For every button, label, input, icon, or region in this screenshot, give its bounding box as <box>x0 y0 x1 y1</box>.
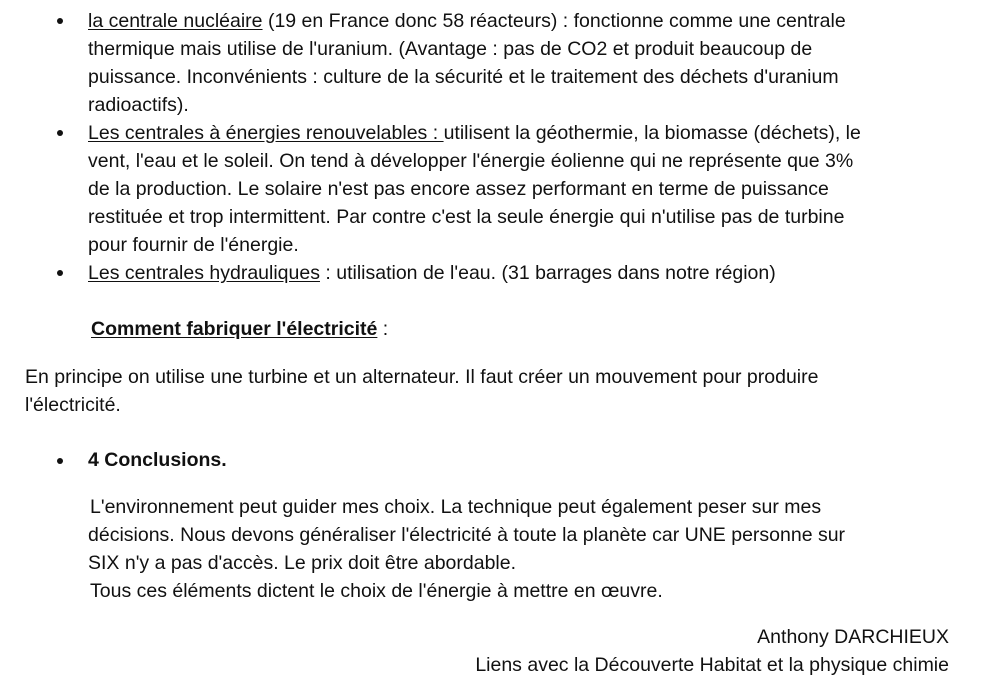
conclusion-line: SIX n'y a pas d'accès. Le prix doit être abordable. <box>88 552 517 574</box>
list-item-text: radioactifs). <box>88 94 189 116</box>
list-item-text: (19 en France donc 58 réacteurs) : fonctionne comme une centrale <box>262 10 846 32</box>
list-item-nuclear <box>88 10 846 32</box>
section-heading <box>91 318 388 340</box>
list-item-text: utilisent la géothermie, la biomasse (déchets), le <box>443 122 861 144</box>
bullet-icon <box>57 458 63 464</box>
conclusions-heading: 4 Conclusions. <box>88 449 227 471</box>
paragraph-line: l'électricité. <box>25 394 121 416</box>
signature-note: Liens avec la Découverte Habitat et la physique chimie <box>475 654 949 676</box>
list-item-text: puissance. Inconvénients : culture de la sécurité et le traitement des déchets d'uranium <box>88 66 839 88</box>
list-item-hydraulic <box>88 262 776 284</box>
conclusion-line: décisions. Nous devons généraliser l'électricité à toute la planète car UNE personne sur <box>88 524 846 546</box>
list-item-title: la centrale nucléaire <box>88 10 263 32</box>
conclusion-line: L'environnement peut guider mes choix. La technique peut également peser sur mes <box>90 496 822 518</box>
list-item-text: pour fournir de l'énergie. <box>88 234 299 256</box>
bullet-icon <box>57 18 63 24</box>
list-item-text: : utilisation de l'eau. (31 barrages dans notre région) <box>319 262 776 284</box>
list-item-text: vent, l'eau et le soleil. On tend à développer l'énergie éolienne qui ne représente que 3% <box>88 150 854 172</box>
bullet-icon <box>57 130 63 136</box>
list-item-text: thermique mais utilise de l'uranium. (Avantage : pas de CO2 et produit beaucoup de <box>88 38 813 60</box>
signature-author: Anthony DARCHIEUX <box>757 626 949 648</box>
list-item-title: Les centrales hydrauliques <box>88 262 320 284</box>
paragraph-line: En principe on utilise une turbine et un alternateur. Il faut créer un mouvement pour produire <box>25 366 819 388</box>
list-item-renewable <box>88 122 861 144</box>
list-item-text: restituée et trop intermittent. Par contre c'est la seule énergie qui n'utilise pas de turbine <box>88 206 845 228</box>
section-heading-suffix: : <box>377 318 389 340</box>
bullet-icon <box>57 270 63 276</box>
list-item-text: de la production. Le solaire n'est pas encore assez performant en terme de puissance <box>88 178 829 200</box>
section-heading-text: Comment fabriquer l'électricité <box>91 318 378 340</box>
conclusion-line: Tous ces éléments dictent le choix de l'énergie à mettre en œuvre. <box>90 580 663 602</box>
list-item-title: Les centrales à énergies renouvelables : <box>88 122 444 144</box>
